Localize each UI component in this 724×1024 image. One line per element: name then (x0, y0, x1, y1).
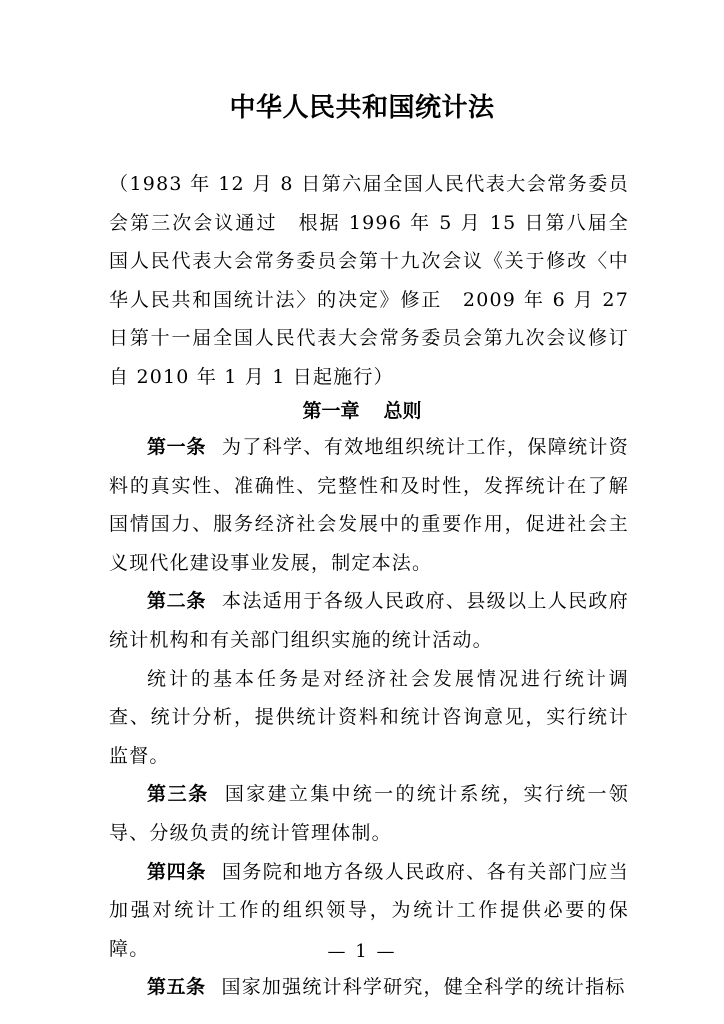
article-text: 国务院和地方各级人民政府、各有关部门应当加强对统计工作的组织领导，为统计工作提供必要的保障。 (109, 860, 629, 960)
document-title: 中华人民共和国统计法 (229, 93, 495, 123)
article-label: 第三条 (147, 783, 209, 806)
article-label: 第四条 (147, 860, 206, 883)
adoption-note: （1983 年 12 月 8 日第六届全国人民代表大会常务委员会第三次会议通过 根据 1996 年 5 月 15 日第八届全国人民代表大会常务委员会第十九次会议《关于修改〈中华人民共和国统计法〉的决定》修正 2009 年 6 月 27 日第十一届全国人民代表大会常务委员会第九次会议修订自 2010 年 1 月 1 日起施行） (109, 173, 629, 388)
article-text: 为了科学、有效地组织统计工作，保障统计资料的真实性、准确性、完整性和及时性，发挥统计在了解国情国力、服务经济社会发展中的重要作用，促进社会主义现代化建设事业发展，制定本法。 (109, 436, 629, 574)
chapter-title: 总则 (383, 400, 422, 422)
article-2-paragraph-2 (109, 660, 629, 776)
article-1 (109, 428, 629, 582)
article-label: 第一条 (147, 436, 206, 458)
article-body (109, 428, 629, 1007)
article-label: 第五条 (147, 976, 206, 999)
article-5 (109, 968, 629, 1007)
article-label: 第二条 (147, 590, 206, 613)
chapter-heading (0, 392, 724, 430)
article-text: 国家加强统计科学研究，健全科学的统计指标 (221, 976, 626, 999)
article-text: 统计的基本任务是对经济社会发展情况进行统计调查、统计分析，提供统计资料和统计咨询意见，实行统计监督。 (109, 667, 629, 767)
page-number: — 1 — (327, 941, 397, 962)
article-2 (109, 582, 629, 659)
article-3 (109, 775, 629, 852)
chapter-number: 第一章 (302, 400, 360, 422)
article-text: 本法适用于各级人民政府、县级以上人民政府统计机构和有关部门组织实施的统计活动。 (109, 590, 629, 651)
article-text: 国家建立集中统一的统计系统，实行统一领导、分级负责的统计管理体制。 (109, 783, 629, 844)
